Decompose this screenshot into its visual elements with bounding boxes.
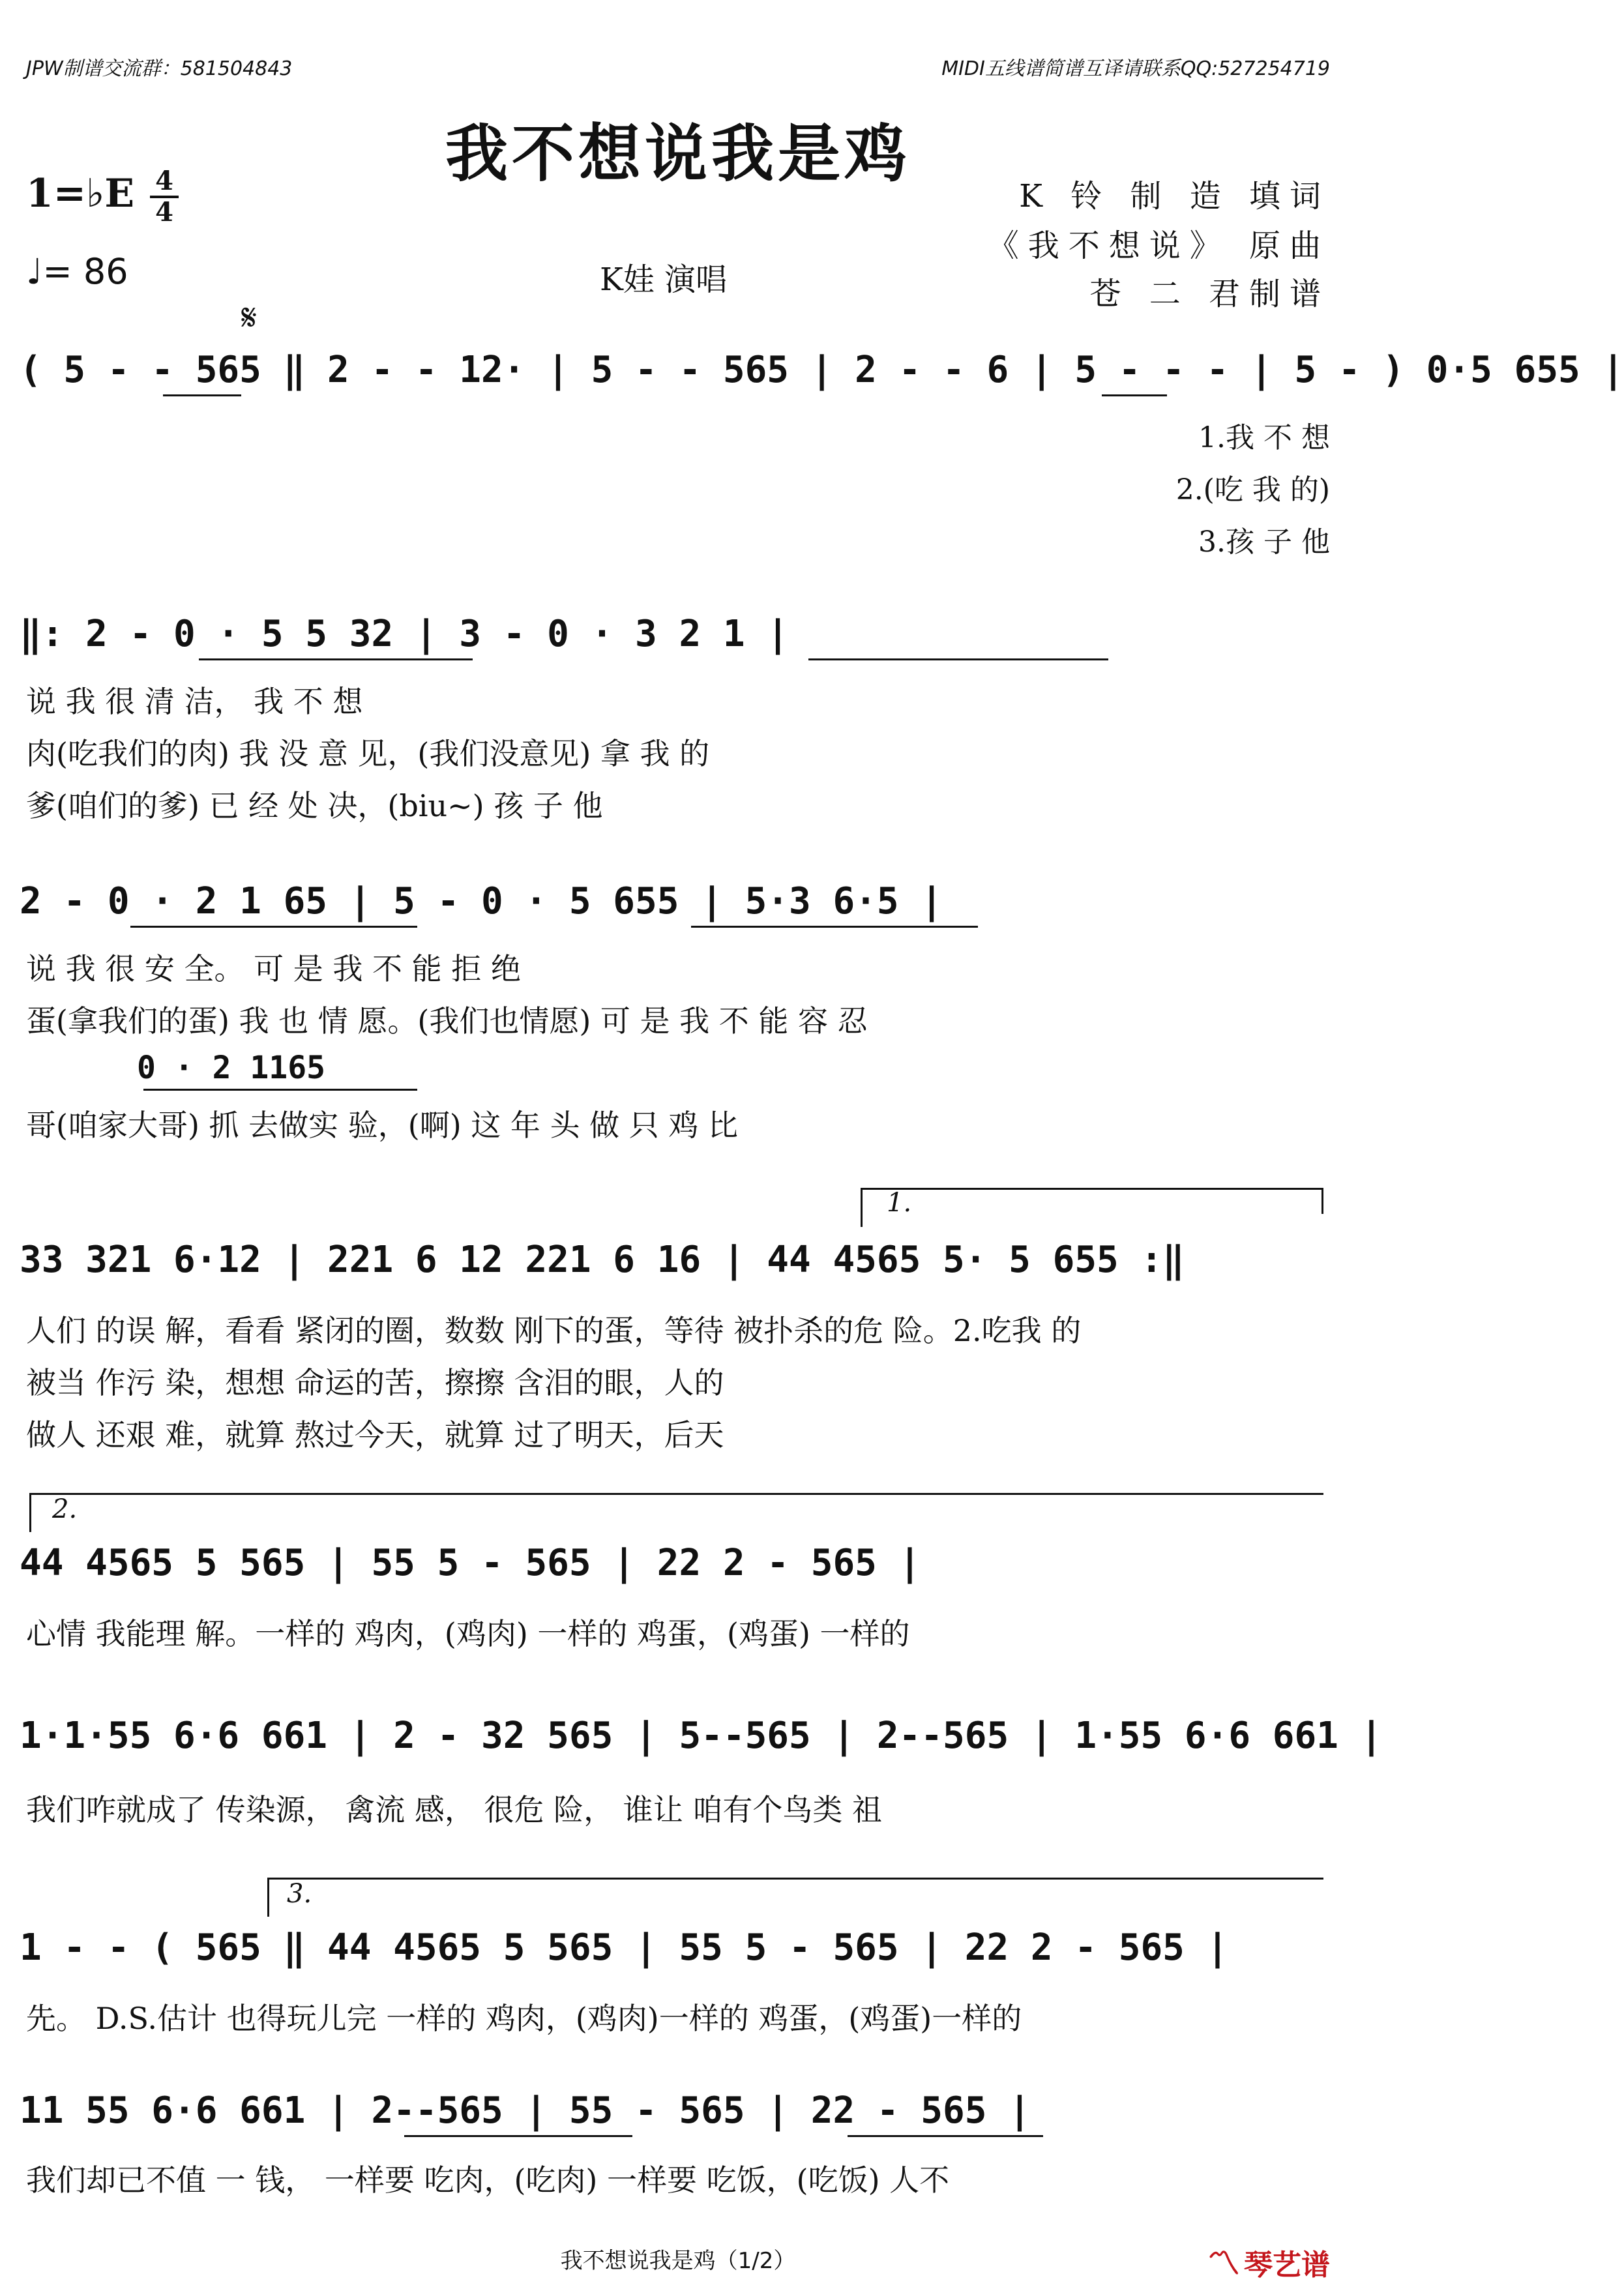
notation-line-6: 1·1·55 6·6 661 | 2 - 32 565 | 5--565 | 2--565 | 1·55 6·6 661 | — [20, 1715, 1383, 1757]
ending-2-label: 2. — [52, 1494, 78, 1524]
time-signature-top: 4 — [155, 166, 173, 196]
lyric-line-8-1: 我们却已不值 一 钱， 一样要 吃肉，(吃肉) 一样要 吃饭，(吃饭) 人不 — [26, 2162, 950, 2198]
time-signature-bottom: 4 — [155, 197, 173, 228]
notation-line-3: 2 - 0 · 2 1 65 | 5 - 0 · 5 655 | 5·3 6·5 | — [20, 880, 943, 922]
time-signature — [150, 168, 179, 226]
notation-line-4: 33 321 6·12 | 221 6 12 221 6 16 | 44 4565 5· 5 655 :‖ — [20, 1239, 1185, 1281]
notation-line-2: ‖: 2 - 0 · 5 5 32 | 3 - 0 · 3 2 1 | — [20, 613, 790, 655]
ending-1-label: 1. — [887, 1188, 912, 1218]
lyric-line-3-2: 蛋(拿我们的蛋) 我 也 情 愿。(我们也情愿) 可 是 我 不 能 容 忍 — [26, 1003, 868, 1039]
lyric-line-3-3: 哥(咱家大哥) 抓 去做实 验，(啊) 这 年 头 做 只 鸡 比 — [26, 1108, 739, 1143]
lyric-line-2-2: 肉(吃我们的肉) 我 没 意 见，(我们没意见) 拿 我 的 — [26, 736, 710, 771]
lyric-line-6-1: 我们咋就成了 传染源， 禽流 感， 很危 险， 谁让 咱有个鸟类 祖 — [26, 1792, 882, 1827]
notation-line-7: 1 - - ( 565 ‖ 44 4565 5 565 | 55 5 - 565 | 22 2 - 565 | — [20, 1926, 1229, 1969]
logo-mark-icon: 〽 — [1207, 2245, 1240, 2282]
site-logo — [1207, 2237, 1330, 2284]
singer-credit: K娃 演唱 — [600, 261, 728, 298]
lyric-line-2-1: 说 我 很 清 洁， 我 不 想 — [26, 684, 363, 719]
alt-notation-line-3: 0 · 2 1165 — [137, 1050, 325, 1086]
composer-credit: 《我不想说》 原曲 — [987, 228, 1330, 264]
lyric-line-2-3: 爹(咱们的爹) 已 经 处 决，(biu~) 孩 子 他 — [26, 788, 603, 823]
verse-label-1: 1.我 不 想 — [1198, 421, 1330, 454]
arranger-credit: 苍 二 君制谱 — [1089, 276, 1330, 312]
logo-text: 琴艺谱 — [1244, 2249, 1330, 2282]
tempo-marking: ♩= 86 — [26, 251, 128, 292]
notation-line-1: ( 5 - - 565 ‖ 2 - - 12· | 5 - - 565 | 2 - - 6 | 5 - - - | 5 - ) 0·5 655 | — [20, 349, 1624, 391]
lyric-line-4-3: 做人 还艰 难，就算 熬过今天，就算 过了明天，后天 — [26, 1417, 724, 1453]
key-signature: 1=♭E — [26, 171, 135, 216]
lyric-line-5-1: 心情 我能理 解。一样的 鸡肉，(鸡肉) 一样的 鸡蛋，(鸡蛋) 一样的 — [26, 1616, 910, 1651]
header-right: MIDI五线谱简谱互译请联系QQ:527254719 — [941, 57, 1330, 80]
verse-label-2: 2.(吃 我 的) — [1175, 473, 1330, 507]
page-footer: 我不想说我是鸡（1/2） — [560, 2248, 796, 2274]
notation-line-8: 11 55 6·6 661 | 2--565 | 55 - 565 | 22 - 565 | — [20, 2089, 1031, 2132]
lyric-line-7-1: 先。 D.S.估计 也得玩儿完 一样的 鸡肉，(鸡肉)一样的 鸡蛋，(鸡蛋)一样的 — [26, 2001, 1022, 2036]
page-title: 我不想说我是鸡 — [445, 117, 911, 190]
lyric-line-3-1: 说 我 很 安 全。 可 是 我 不 能 拒 绝 — [26, 951, 521, 986]
lyricist-credit: K 铃 制 造 填词 — [1019, 178, 1330, 214]
lyric-line-4-2: 被当 作污 染，想想 命运的苦，擦擦 含泪的眼，人的 — [26, 1365, 724, 1400]
notation-line-5: 44 4565 5 565 | 55 5 - 565 | 22 2 - 565 | — [20, 1542, 921, 1584]
lyric-line-4-1: 人们 的误 解，看看 紧闭的圈，数数 刚下的蛋，等待 被扑杀的危 险。2.吃我 的 — [26, 1313, 1082, 1348]
header-left: JPW制谱交流群：581504843 — [26, 57, 293, 80]
ending-3-label: 3. — [287, 1879, 312, 1909]
segno-sign: 𝄋 — [241, 297, 258, 339]
verse-label-3: 3.孩 子 他 — [1198, 525, 1330, 559]
